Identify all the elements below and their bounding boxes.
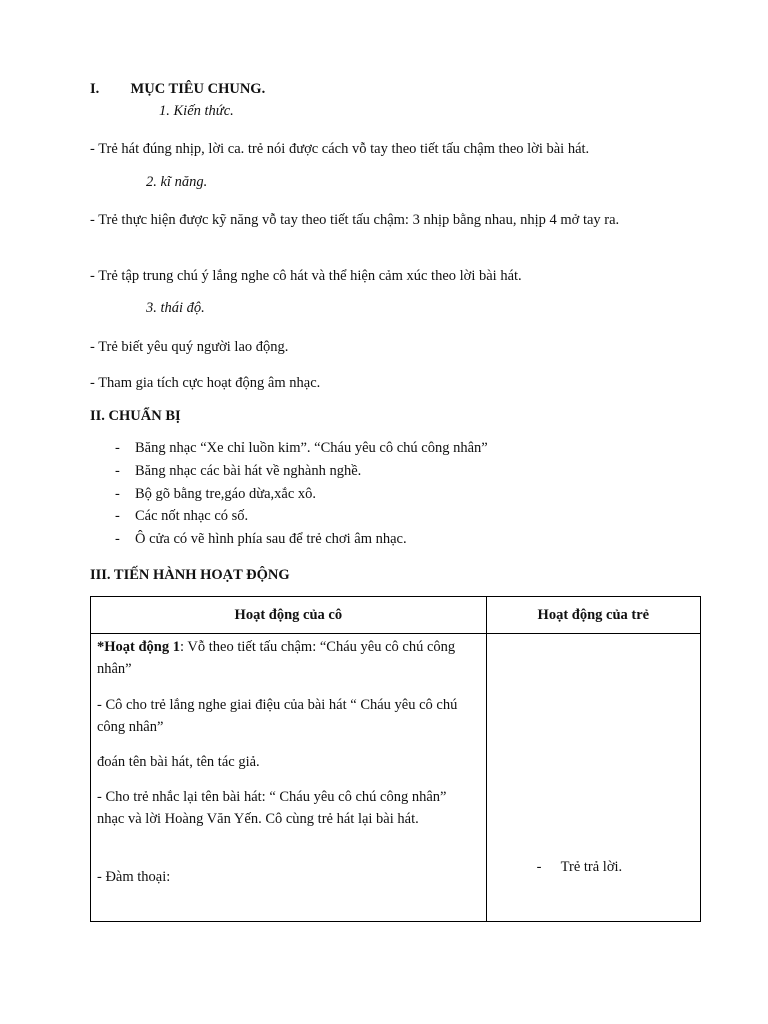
table-header-row	[91, 597, 701, 634]
subheading-knowledge: 1. Kiến thức.	[159, 103, 234, 119]
paragraph-skills-2: - Trẻ tập trung chú ý lắng nghe cô hát và thể hiện cảm xúc theo lời bài hát.	[90, 268, 522, 284]
paragraph-skills-1: - Trẻ thực hiện được kỹ năng vỗ tay theo tiết tấu chậm: 3 nhịp bằng nhau, nhịp 4 mở tay ra.	[90, 212, 620, 228]
subheading-attitude: 3. thái độ.	[146, 300, 205, 316]
teacher-step-2: đoán tên bài hát, tên tác giả.	[97, 754, 260, 770]
list-item: - Các nốt nhạc có số.	[115, 508, 249, 524]
teacher-activity-header: Hoạt động của cô	[91, 597, 487, 634]
section1-heading	[90, 81, 265, 98]
activity-1-title	[97, 636, 477, 680]
list-item-text: Băng nhạc các bài hát về nghành nghề.	[135, 463, 362, 479]
child-answer: - Trẻ trả lời.	[536, 859, 623, 875]
activity-table	[90, 596, 701, 922]
paragraph-attitude-1: - Trẻ biết yêu quý người lao động.	[90, 339, 289, 355]
activity-1-label: *Hoạt động 1	[97, 639, 180, 655]
section3-heading: III. TIẾN HÀNH HOẠT ĐỘNG	[90, 567, 290, 583]
list-item-text: Các nốt nhạc có số.	[135, 508, 249, 524]
subheading-skills: 2. kĩ năng.	[146, 174, 208, 190]
teacher-activity-cell	[91, 634, 487, 922]
paragraph-knowledge: - Trẻ hát đúng nhịp, lời ca. trẻ nói được cách vỗ tay theo tiết tấu chậm theo lời bài hát.	[90, 141, 590, 157]
list-item: - Bộ gõ bằng tre,gáo dừa,xắc xô.	[115, 486, 317, 502]
paragraph-attitude-2: - Tham gia tích cực hoạt động âm nhạc.	[90, 375, 321, 391]
child-activity-header: Hoạt động của trẻ	[486, 597, 700, 634]
list-item: - Băng nhạc “Xe chỉ luồn kim”. “Cháu yêu cô chú công nhân”	[115, 440, 488, 456]
list-item-text: Băng nhạc “Xe chỉ luồn kim”. “Cháu yêu cô chú công nhân”	[135, 440, 488, 456]
child-activity-cell	[486, 634, 700, 922]
section1-heading-number: I.	[90, 81, 100, 97]
table-row	[91, 634, 701, 922]
list-item: - Ô cửa có vẽ hình phía sau để trẻ chơi âm nhạc.	[115, 531, 407, 547]
section2-heading: II. CHUẨN BỊ	[90, 408, 181, 424]
list-item-text: Ô cửa có vẽ hình phía sau để trẻ chơi âm nhạc.	[135, 531, 407, 547]
child-answer-text: Trẻ trả lời.	[560, 859, 623, 875]
activity-1-description: : Vỗ theo tiết tấu chậm: “Cháu yêu cô chú công nhân”	[97, 639, 456, 677]
section1-heading-text: MỤC TIÊU CHUNG.	[130, 81, 266, 97]
teacher-step-1: - Cô cho trẻ lắng nghe giai điệu của bài hát “ Cháu yêu cô chú công nhân”	[97, 697, 458, 735]
list-item-text: Bộ gõ bằng tre,gáo dừa,xắc xô.	[135, 486, 317, 502]
list-item: - Băng nhạc các bài hát về nghành nghề.	[115, 463, 362, 479]
teacher-step-4: - Đàm thoại:	[97, 869, 171, 885]
teacher-step-3: - Cho trẻ nhắc lại tên bài hát: “ Cháu yêu cô chú công nhân” nhạc và lời Hoàng Văn Yến. Cô cùng trẻ hát lại bài hát.	[97, 789, 447, 827]
